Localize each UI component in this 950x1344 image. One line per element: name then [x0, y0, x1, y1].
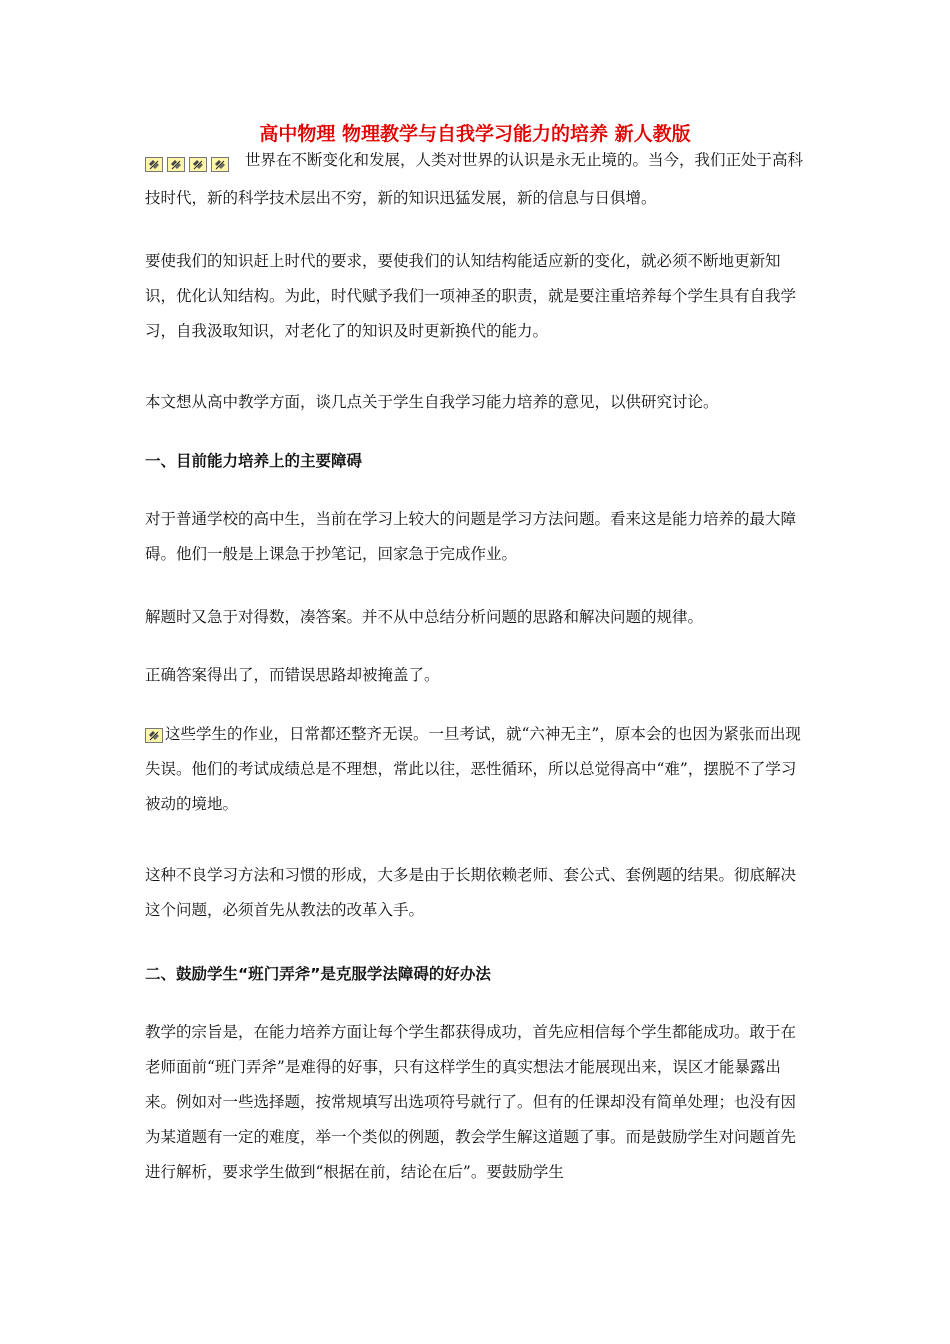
broken-image-icon	[167, 157, 185, 172]
placeholder-icon-group	[145, 146, 233, 181]
paragraph-9: 教学的宗旨是，在能力培养方面让每个学生都获得成功，首先应相信每个学生都能成功。敢于在老师面前“班门弄斧”是难得的好事，只有这样学生的真实想法才能展现出来，误区才能暴露出来。例如对一些选择题，按常规填写出选项符号就行了。但有的任课却没有简单处理；也没有因为某道题有一定的难度，举一个类似的例题，教会学生解这道题了事。而是鼓励学生对问题首先进行解析，要求学生做到“根据在前，结论在后”。要鼓励学生	[145, 1023, 797, 1181]
broken-image-icon	[189, 157, 207, 172]
paragraph-3: 本文想从高中教学方面，谈几点关于学生自我学习能力培养的意见，以供研究讨论。	[145, 393, 719, 411]
section-heading-1: 一、目前能力培养上的主要障碍	[145, 452, 363, 470]
section-heading-2: 二、鼓励学生“班门弄斧”是克服学法障碍的好办法	[145, 965, 491, 983]
paragraph-5: 解题时又急于对得数，凑答案。并不从中总结分析问题的思路和解决问题的规律。	[145, 608, 704, 626]
paragraph-text: 世界在不断变化和发展，人类对世界的认识是永无止境的。当今，我们正处于高科技时代，新的科学技术层出不穷，新的知识迅猛发展，新的信息与日俱增。	[145, 151, 804, 207]
broken-image-icon	[145, 728, 163, 743]
paragraph-6: 正确答案得出了，而错误思路却被掩盖了。	[145, 666, 440, 684]
paragraph-7	[145, 717, 810, 822]
broken-image-icon	[145, 157, 163, 172]
paragraph-2: 要使我们的知识赶上时代的要求，要使我们的认知结构能适应新的变化，就必须不断地更新知识，优化认知结构。为此，时代赋予我们一项神圣的职责，就是要注重培养每个学生具有自我学习，自我汲取知识，对老化了的知识及时更新换代的能力。	[145, 252, 797, 340]
document-title: 高中物理 物理教学与自我学习能力的培养 新人教版	[259, 123, 691, 145]
paragraph-4: 对于普通学校的高中生，当前在学习上较大的问题是学习方法问题。看来这是能力培养的最大障碍。他们一般是上课急于抄笔记，回家急于完成作业。	[145, 510, 797, 563]
broken-image-icon	[211, 157, 229, 172]
paragraph-text: 这些学生的作业，日常都还整齐无误。一旦考试，就“六神无主”，原本会的也因为紧张而出现失误。他们的考试成绩总是不理想，常此以往，恶性循环，所以总觉得高中“难”，摆脱不了学习被动的境地。	[145, 725, 801, 813]
paragraph-8: 这种不良学习方法和习惯的形成，大多是由于长期依赖老师、套公式、套例题的结果。彻底解决这个问题，必须首先从教法的改革入手。	[145, 866, 797, 919]
paragraph-intro	[145, 143, 810, 216]
